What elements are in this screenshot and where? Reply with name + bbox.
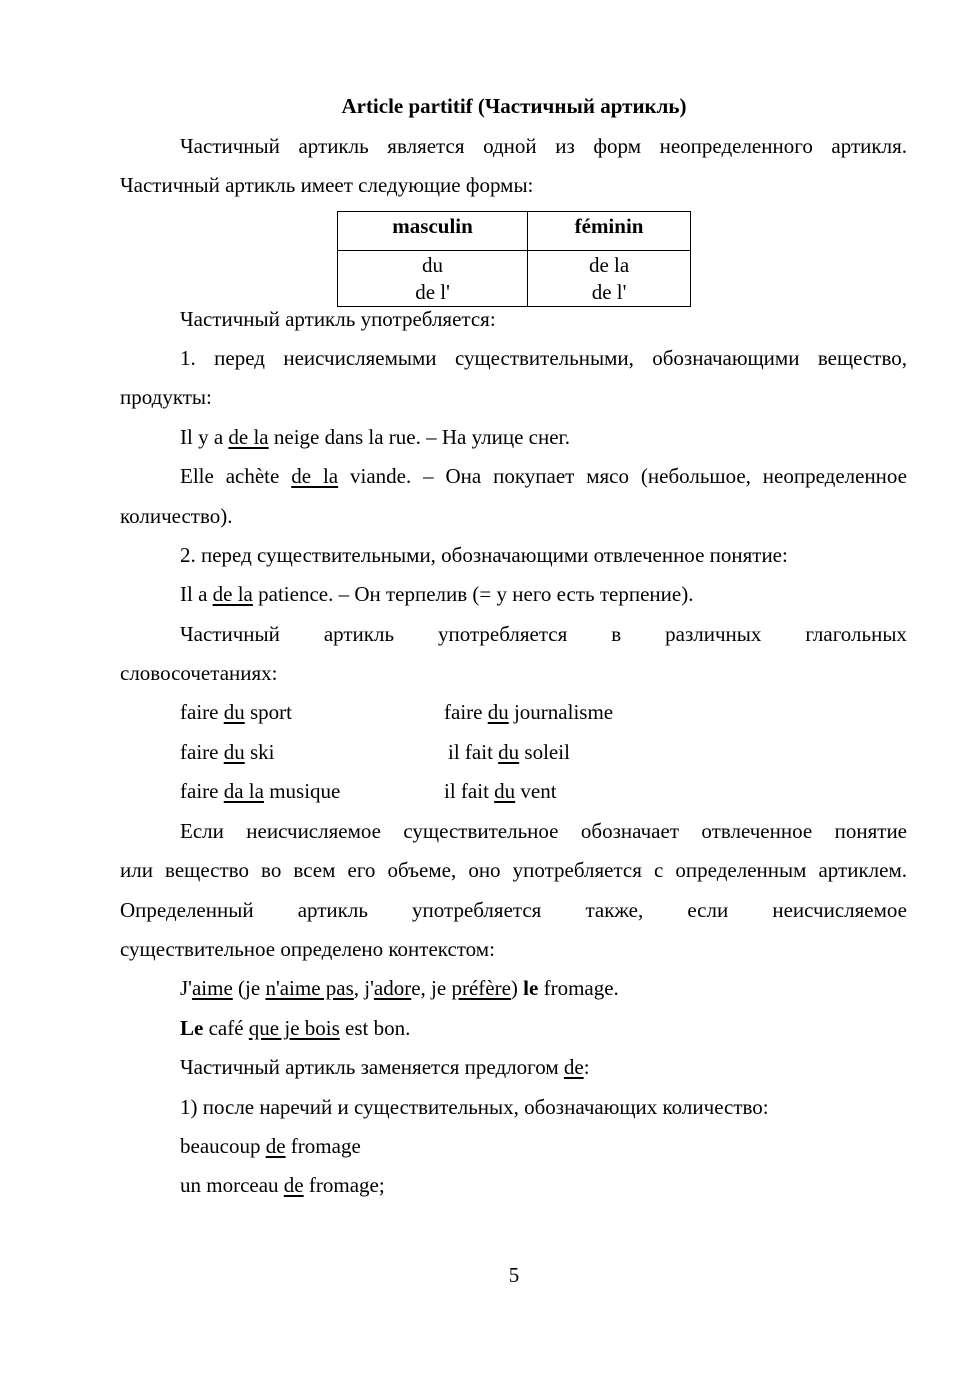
definite-line-3: Определенный артикль употребляется также, если неисчисляемое bbox=[120, 898, 907, 922]
form-de-la: de la bbox=[588, 253, 630, 277]
table-header-feminin: féminin bbox=[528, 212, 691, 251]
intro-line-2: Частичный артикль имеет следующие формы: bbox=[120, 173, 534, 197]
point1-line-2: продукты: bbox=[120, 385, 212, 409]
example-3: Il a de la patience. – Он терпелив (= у него есть терпение). bbox=[180, 582, 694, 606]
phrase-3-right: il fait du vent bbox=[444, 779, 557, 803]
replace-heading: Частичный артикль заменяется предлогом de: bbox=[180, 1055, 590, 1079]
page-title: Article partitif (Частичный артикль) bbox=[341, 94, 687, 118]
definite-line-1: Если неисчисляемое существительное обозначает отвлеченное понятие bbox=[180, 819, 907, 843]
example-5: Le café que je bois est bon. bbox=[180, 1016, 411, 1040]
example-1: Il y a de la neige dans la rue. – На улице снег. bbox=[180, 425, 571, 449]
used-heading: Частичный артикль употребляется: bbox=[180, 307, 496, 331]
page-number: 5 bbox=[508, 1263, 520, 1287]
example-4: J'aime (je n'aime pas, j'adore, je préfère) le fromage. bbox=[180, 976, 619, 1000]
form-du: du bbox=[422, 253, 444, 277]
phrase-1-left: faire du sport bbox=[180, 700, 292, 724]
example-2: Elle achète de la viande. – Она покупает мясо (небольшое, неопределенное bbox=[180, 464, 908, 488]
example-7: un morceau de fromage; bbox=[180, 1173, 385, 1197]
point2: 2. перед существительными, обозначающими отвлеченное понятие: bbox=[180, 543, 788, 567]
article-forms-table bbox=[337, 211, 691, 307]
example-2-cont: количество). bbox=[120, 504, 233, 528]
point1-line-1: 1. перед неисчисляемыми существительными, обозначающими вещество, bbox=[180, 346, 907, 370]
phrase-2-left: faire du ski bbox=[180, 740, 275, 764]
definite-line-4: существительное определено контекстом: bbox=[120, 937, 495, 961]
table-header-masculin: masculin bbox=[338, 212, 528, 251]
phrase-1-right: faire du journalisme bbox=[444, 700, 614, 724]
verbal-cont: словосочетаниях: bbox=[120, 661, 278, 685]
phrase-2-right: il fait du soleil bbox=[448, 740, 570, 764]
rule-1: 1) после наречий и существительных, обозначающих количество: bbox=[180, 1095, 769, 1119]
form-de-l-fem: de l' bbox=[591, 280, 627, 304]
verbal-line: Частичный артикль употребляется в различных глагольных bbox=[180, 622, 907, 646]
intro-line-1: Частичный артикль является одной из форм неопределенного артикля. bbox=[180, 134, 907, 158]
form-de-l-masc: de l' bbox=[415, 280, 450, 304]
example-6: beaucoup de fromage bbox=[180, 1134, 361, 1158]
definite-line-2: или вещество во всем его объеме, оно употребляется с определенным артиклем. bbox=[120, 858, 907, 882]
table-cell-feminin bbox=[528, 251, 691, 307]
phrase-3-left: faire da la musique bbox=[180, 779, 341, 803]
table-cell-masculin bbox=[338, 251, 528, 307]
